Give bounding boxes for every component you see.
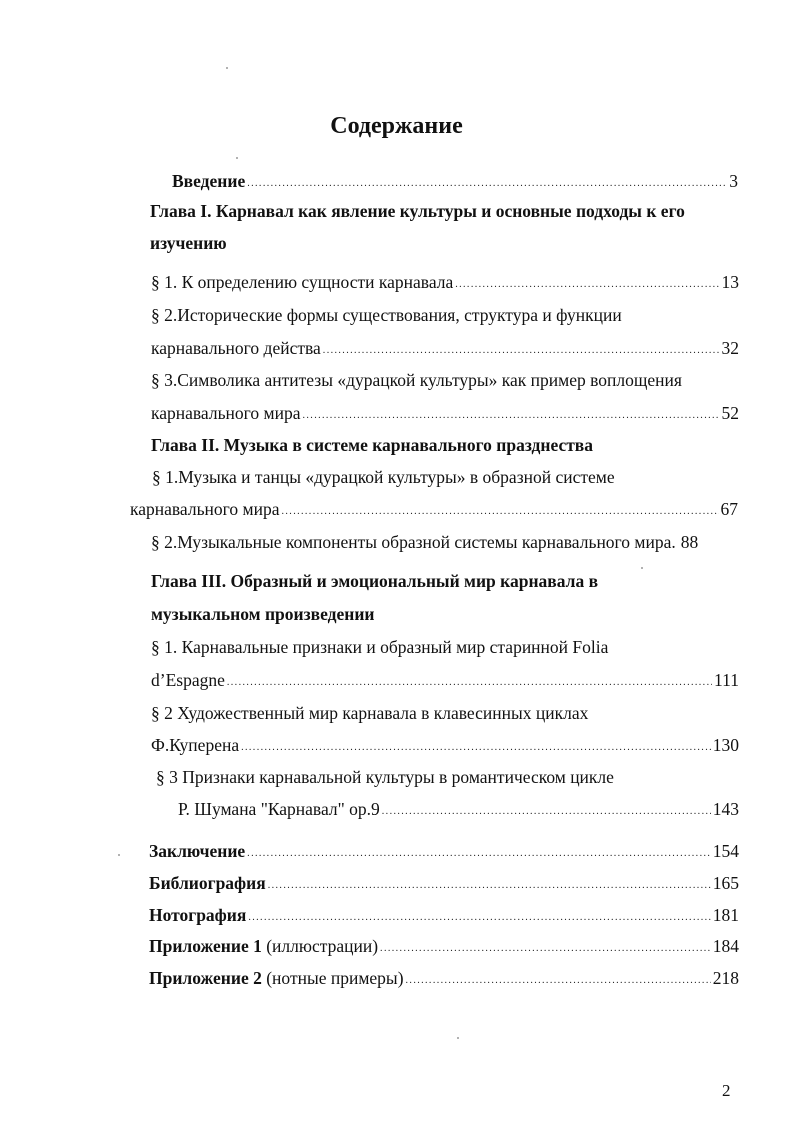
toc-entry-label: Приложение 1 [149,936,262,956]
toc-entry-sublabel: (иллюстрации) [266,936,379,956]
toc-entry-label: Введение [172,171,246,191]
page-number: 2 [722,1081,731,1100]
page-title: Содержание [330,113,463,139]
toc-entry-page: 218 [712,968,739,988]
toc-entry-label: § 2.Музыкальные компоненты образной системы карнавального мира. [151,532,676,552]
toc-entry-ch3-s1[interactable] [151,669,739,695]
toc-entry-sublabel: (нотные примеры) [266,968,404,988]
toc-entry-ch2-s1[interactable] [130,498,738,524]
toc-entry-ch3-s1-line-1: § 1. Карнавальные признаки и образный мир старинной Folia [151,637,609,657]
toc-entry-intro[interactable] [172,170,738,196]
chapter-3-title-line-2: музыкальном произведении [151,604,375,624]
dot-leader [406,970,711,992]
toc-entry-label: § 1. К определению сущности карнавала [151,272,454,292]
toc-entry-page: 181 [712,905,739,925]
toc-entry-label: Приложение 2 [149,968,262,988]
toc-entry-label-group [149,935,378,957]
toc-entry-label: Ф.Куперена [151,735,240,755]
dot-leader [323,340,720,362]
toc-entry-ch3-s3-line-1: § 3 Признаки карнавальной культуры в романтическом цикле [156,767,614,787]
toc-entry-ch1-s1[interactable] [151,271,739,297]
toc-entry-bibliography[interactable] [149,872,739,898]
toc-entry-conclusion[interactable] [149,840,739,866]
dot-leader [282,501,719,523]
dot-leader [247,173,727,195]
toc-entry-ch1-s3[interactable] [151,402,739,428]
toc-entry-ch1-s2-line-1: § 2.Исторические формы существования, структура и функции [151,305,622,325]
toc-entry-page: 143 [712,799,739,819]
toc-entry-label: Заключение [149,841,246,861]
dot-leader [241,737,711,759]
dot-leader [247,843,711,865]
dot-leader [455,274,719,296]
toc-entry-ch2-s2[interactable] [151,531,739,553]
toc-entry-page: 13 [721,272,739,292]
dot-leader [380,938,711,960]
toc-entry-page: 130 [712,735,739,755]
toc-entry-label: карнавального мира [151,403,301,423]
toc-entry-page: 111 [714,670,739,690]
toc-entry-label: карнавального мира [130,499,280,519]
dot-leader [382,801,711,823]
toc-entry-label: Библиография [149,873,266,893]
toc-entry-notography[interactable] [149,904,739,930]
toc-entry-label-group [149,967,404,989]
toc-entry-ch1-s2[interactable] [151,337,739,363]
toc-entry-page: 88 [680,532,699,552]
chapter-3-title-line-1: Глава III. Образный и эмоциональный мир карнавала в [151,571,599,591]
dot-leader [227,672,712,694]
toc-entry-ch3-s3[interactable] [178,798,739,824]
toc-entry-page: 52 [721,403,739,423]
toc-entry-label: Р. Шумана "Карнавал" ор.9 [178,799,380,819]
toc-entry-appendix-2[interactable] [149,967,739,993]
toc-entry-page: 3 [729,171,738,191]
toc-entry-label: карнавального действа [151,338,321,358]
chapter-1-title-line-2: изучению [150,233,227,253]
toc-entry-label: d’Espagne [151,670,225,690]
dot-leader [303,405,720,427]
dot-leader [268,875,711,897]
toc-entry-page: 32 [721,338,739,358]
toc-entry-page: 154 [712,841,739,861]
toc-entry-ch3-s2[interactable] [151,734,739,760]
toc-entry-page: 184 [712,936,739,956]
toc-entry-ch2-s1-line-1: § 1.Музыка и танцы «дурацкой культуры» в образной системе [152,467,615,487]
toc-entry-label: Нотография [149,905,247,925]
toc-entry-appendix-1[interactable] [149,935,739,961]
toc-entry-page: 165 [712,873,739,893]
toc-entry-ch1-s3-line-1: § 3.Символика антитезы «дурацкой культуры» как пример воплощения [151,370,682,390]
toc-entry-ch3-s2-line-1: § 2 Художественный мир карнавала в клавесинных циклах [151,703,589,723]
chapter-2-title: Глава II. Музыка в системе карнавального празднества [151,435,594,455]
toc-entry-page: 67 [720,499,738,519]
chapter-1-title-line-1: Глава I. Карнавал как явление культуры и основные подходы к его [150,201,685,221]
dot-leader [248,907,710,929]
